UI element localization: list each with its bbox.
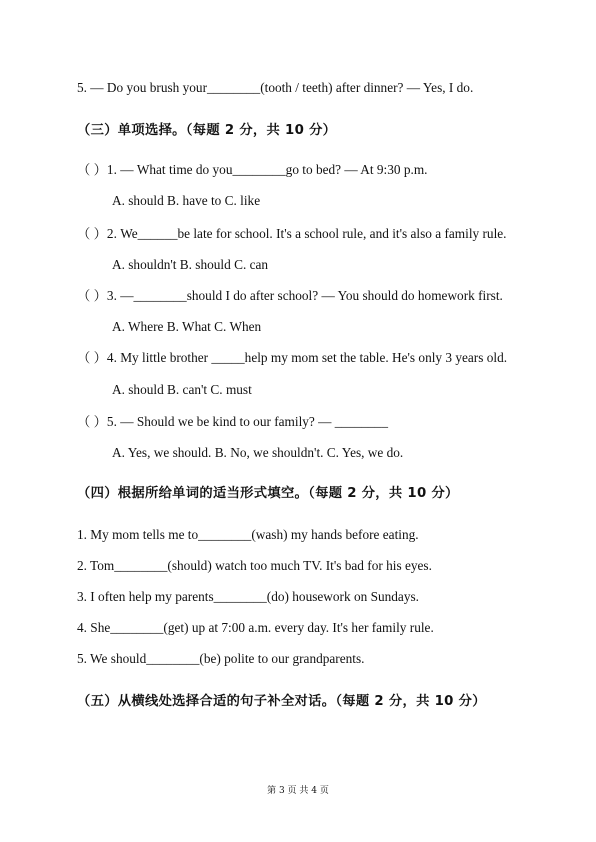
section4-heading: （四）根据所给单词的适当形式填空。（每题 2 分，共 10 分） — [77, 486, 459, 501]
s3-q3-options: A. Where B. What C. When — [112, 319, 262, 334]
section5-heading: （五）从横线处选择合适的句子补全对话。（每题 2 分，共 10 分） — [77, 694, 486, 709]
s3-q5: （ ）5. — Should we be kind to our family? — ________ — [77, 414, 388, 429]
section3-heading: （三）单项选择。（每题 2 分，共 10 分） — [77, 123, 337, 138]
s3-q1: （ ）1. — What time do you________go to bed? — At 9:30 p.m. — [77, 162, 428, 177]
top-item: 5. — Do you brush your________(tooth / teeth) after dinner? — Yes, I do. — [77, 80, 474, 95]
s4-item5: 5. We should________(be) polite to our grandparents. — [77, 651, 365, 666]
s3-q5-options: A. Yes, we should. B. No, we shouldn't. C. Yes, we do. — [112, 445, 404, 460]
s3-q1-options: A. should B. have to C. like — [112, 193, 261, 208]
s3-q3: （ ）3. —________should I do after school? — You should do homework first. — [77, 288, 503, 303]
s3-q2-options: A. shouldn't B. should C. can — [112, 257, 269, 272]
s4-item4: 4. She________(get) up at 7:00 a.m. every day. It's her family rule. — [77, 620, 434, 635]
s4-item1: 1. My mom tells me to________(wash) my hands before eating. — [77, 527, 419, 542]
s3-q4: （ ）4. My little brother _____help my mom set the table. He's only 3 years old. — [77, 350, 508, 365]
s4-item3: 3. I often help my parents________(do) housework on Sundays. — [77, 589, 419, 604]
s3-q4-options: A. should B. can't C. must — [112, 382, 252, 397]
page-footer: 第 3 页 共 4 页 — [267, 786, 329, 796]
s3-q2: （ ）2. We______be late for school. It's a school rule, and it's also a family rule. — [77, 226, 507, 241]
s4-item2: 2. Tom________(should) watch too much TV. It's bad for his eyes. — [77, 558, 432, 573]
